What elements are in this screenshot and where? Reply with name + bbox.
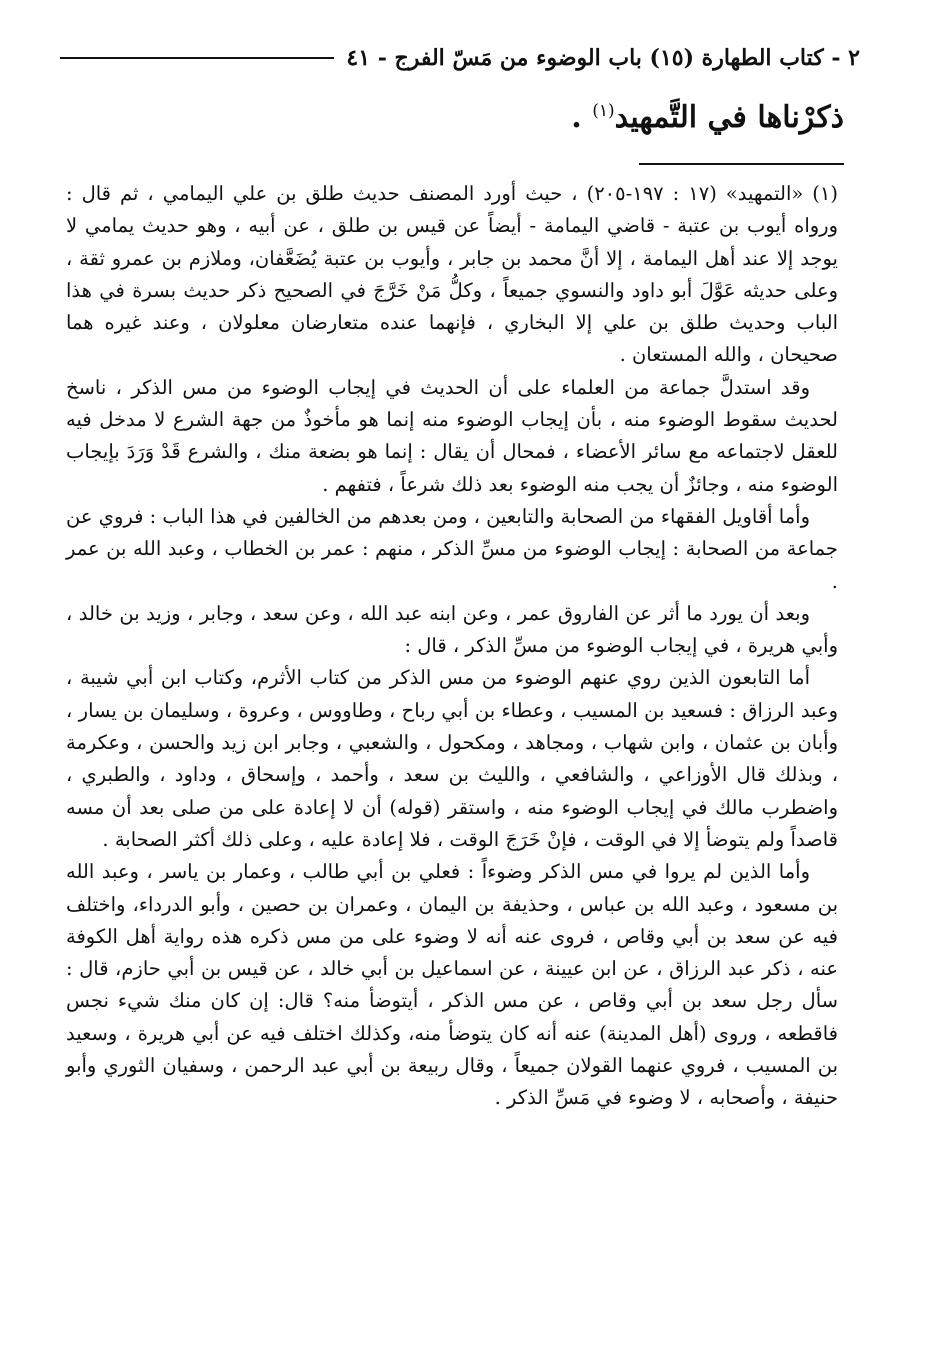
footnote-paragraph: (١) «التمهيد» (١٧ : ١٩٧-٢٠٥) ، حيث أورد المصنف حديث طلق بن علي اليمامي ، ثم قال : ورواه أيوب بن عتبة - قاضي اليمامة - أيضاً عن قيس بن طلق ، عن أبيه ، وهو حديث يمامي لا يوجد إلا عند أهل اليمامة ، إلا أنَّ محمد بن جابر ، وأيوب بن عتبة يُضَعَّفان، وملازم بن عمرو ثقة ، وعلى حديثه عَوَّلَ أبو داود والنسوي جميعاً ، وكلُّ مَنْ خَرَّجَ في الصحيح ذكر حديث بسرة في هذا الباب وحديث طلق بن علي إلا البخاري ، فإنهما عنده متعارضان معلولان ، وعند غيره هما صحيحان ، والله المستعان . (66, 182, 838, 367)
footnote-paragraph: وأما أقاويل الفقهاء من الصحابة والتابعين ، ومن بعدهم من الخالفين في هذا الباب : فروي عن جماعة من الصحابة : إيجاب الوضوء من مسِّ الذكر ، منهم : عمر بن الخطاب ، وعبد الله بن عمر . (66, 504, 838, 593)
footnote-paragraph: وأما الذين لم يروا في مس الذكر وضوءاً : فعلي بن أبي طالب ، وعمار بن ياسر ، وعبد الله بن مسعود ، وعبد الله بن عباس ، وحذيفة بن اليمان ، وعمران بن حصين ، وأبو الدرداء، واختلف فيه عن سعد بن أبي وقاص ، فروى عنه أنه لا وضوء على من مس ذكره هذه رواية أهل الكوفة عنه ، ذكر عبد الرزاق ، عن ابن عيينة ، عن اسماعيل بن أبي خالد ، عن قيس بن أبي حازم، قال : سأل رجل سعد بن أبي وقاص ، عن مس الذكر ، أيتوضأ منه؟ قال: إن كان منك شيء نجس فاقطعه ، وروى (أهل المدينة) عنه أنه كان يتوضأ منه، وكذلك اختلف فيه عن أبي هريرة ، وسعيد بن المسيب ، فروي عنهما القولان جميعاً ، وقال ربيعة بن أبي عبد الرحمن ، وسفيان الثوري وأبو حنيفة ، وأصحابه ، لا وضوء في مَسِّ الذكر . (66, 860, 838, 1110)
footnote-separator (639, 163, 844, 165)
main-text-continuation (571, 100, 844, 135)
running-header (60, 38, 860, 78)
running-title: ٢ - كتاب الطهارة (١٥) باب الوضوء من مَسّ الفرج - ٤١ (346, 45, 860, 71)
main-text-end: . (571, 100, 593, 135)
footnote-paragraph: وبعد أن يورد ما أثر عن الفاروق عمر ، وعن ابنه عبد الله ، وعن سعد ، وجابر ، وزيد بن خالد ، وأبي هريرة ، في إيجاب الوضوء من مسِّ الذكر ، قال : (66, 601, 838, 658)
footnote-body (66, 178, 838, 1115)
footnote-paragraph: أما التابعون الذين روي عنهم الوضوء من مس الذكر من كتاب الأثرم، وكتاب ابن أبي شيبة ، وعبد الرزاق : فسعيد بن المسيب ، وعطاء بن أبي رباح ، وطاووس ، وعروة ، وسليمان بن يسار ، وأبان بن عثمان ، وابن شهاب ، ومجاهد ، ومكحول ، والشعبي ، وجابر ابن زيد والحسن ، وعكرمة ، وبذلك قال الأوزاعي ، والشافعي ، والليث بن سعد ، وأحمد ، وإسحاق ، وداود ، والطبري ، واضطرب مالك في إيجاب الوضوء منه ، واستقر (قوله) أن لا إعادة على من صلى بعد أن مسه قاصداً ولم يتوضأ إلا في الوقت ، فإنْ خَرَجَ الوقت ، فلا إعادة عليه ، وعلى ذلك أكثر الصحابة . (66, 666, 838, 851)
footnote-paragraph: وقد استدلَّ جماعة من العلماء على أن الحديث في إيجاب الوضوء من مس الذكر ، ناسخ لحديث سقوط الوضوء منه ، بأن إيجاب الوضوء منه إنما هو مأخوذٌ من جهة الشرع لا مدخل فيه للعقل لاجتماعه مع سائر الأعضاء ، فمحال أن يقال : إنما هو بضعة منك ، والشرع قَدْ وَرَدَ بإيجاب الوضوء منه ، وجائزٌ أن يجب منه الوضوء بعد ذلك شرعاً ، فتفهم . (66, 375, 838, 496)
header-rule (60, 57, 334, 59)
footnote-ref: (١) (592, 101, 615, 121)
main-text: ذكرْناها في التَّمهيد (614, 100, 844, 135)
